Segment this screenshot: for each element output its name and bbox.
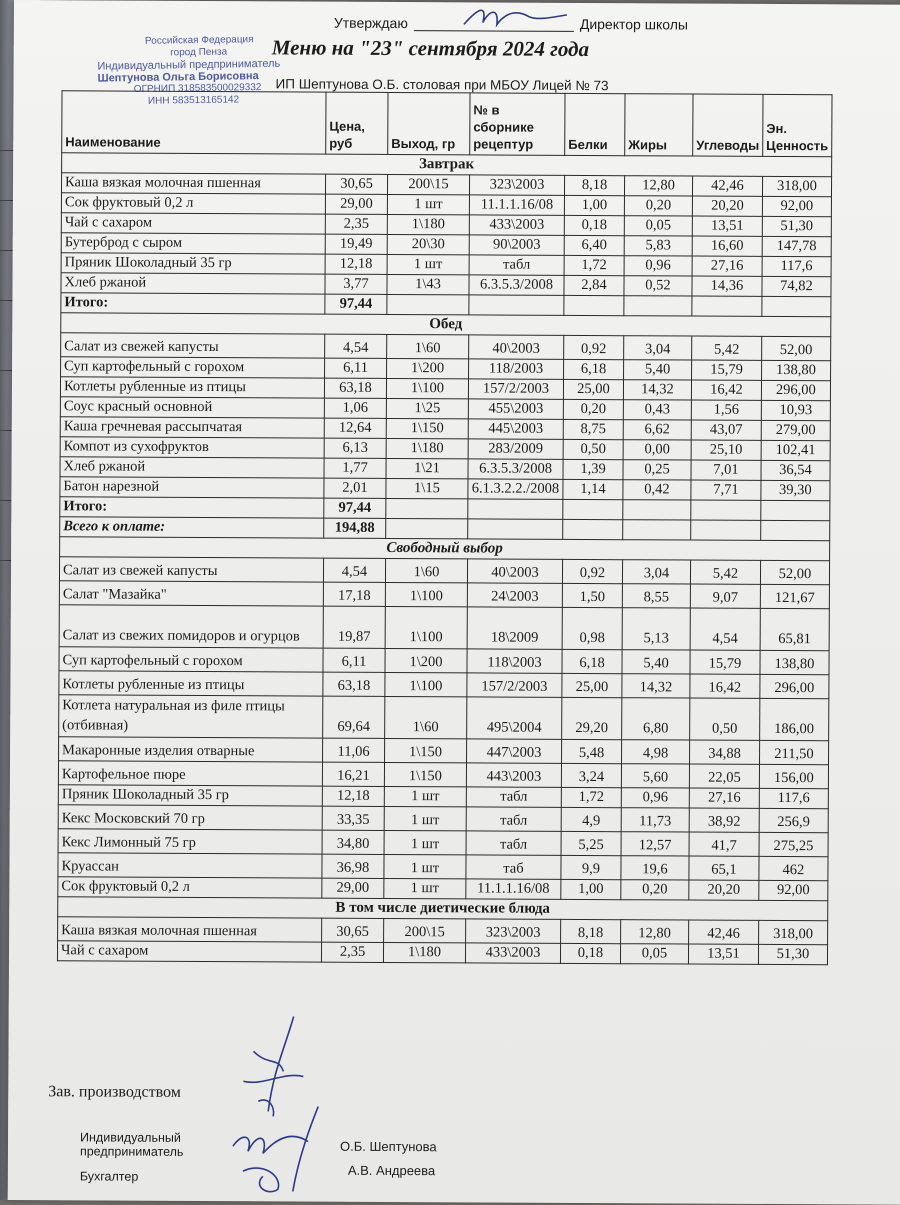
cell-yield: 1\200	[385, 648, 467, 672]
empty-cell	[564, 295, 624, 315]
cell-carbs: 34,88	[690, 740, 760, 764]
column-header-energy: Эн. Ценность	[763, 94, 832, 156]
cell-yield: 20\30	[387, 234, 469, 254]
cell-name: Компот из сухофруктов	[60, 437, 324, 458]
cell-recipe: 433\2003	[465, 943, 560, 963]
cell-fat: 0,52	[624, 276, 692, 296]
cell-energy: 275,25	[759, 832, 828, 856]
cell-carbs: 20,20	[692, 196, 762, 216]
cell-price: 12,64	[324, 418, 386, 438]
cell-carbs: 4,54	[690, 608, 760, 650]
cell-fat: 5,40	[624, 360, 692, 380]
cell-energy: 318,00	[762, 176, 831, 196]
cell-price: 11,06	[323, 738, 385, 762]
column-header-fat: Жиры	[625, 94, 693, 156]
cell-carbs: 42,46	[689, 920, 759, 944]
cell-name: Хлеб ржаной	[61, 273, 325, 294]
cell-protein: 2,84	[564, 275, 624, 295]
accountant-name: А.В. Андреева	[347, 1162, 436, 1179]
table-row	[57, 941, 827, 965]
cell-protein: 6,40	[564, 235, 624, 255]
cell-fat: 0,43	[623, 400, 691, 420]
cell-name: Кекс Лимонный 75 гр	[58, 829, 322, 854]
cell-fat: 0,25	[623, 460, 691, 480]
total-label: Итого:	[60, 497, 324, 518]
cell-yield: 1 шт	[387, 194, 469, 214]
cell-price: 33,35	[322, 806, 384, 830]
cell-fat: 0,05	[624, 216, 692, 236]
empty-cell	[469, 295, 564, 315]
cell-price: 19,87	[323, 606, 385, 648]
cell-yield: 1\180	[383, 942, 465, 962]
cell-fat: 5,13	[622, 608, 690, 650]
cell-name: Сок фруктовый 0,2 л	[58, 877, 322, 898]
cell-name: Макаронные изделия отварные	[59, 737, 323, 762]
cell-carbs: 43,07	[691, 420, 761, 440]
cell-energy: 52,00	[760, 560, 829, 584]
cell-protein: 8,75	[563, 419, 623, 439]
cell-name: Бутерброд с сыром	[61, 233, 325, 254]
cell-name: Каша гречневая рассыпчатая	[60, 417, 324, 438]
cell-yield: 1\60	[387, 334, 469, 358]
cell-yield: 1\43	[387, 274, 469, 294]
cell-recipe: 40\2003	[467, 559, 562, 583]
cell-price: 16,21	[322, 762, 384, 786]
cell-protein: 6,18	[562, 649, 622, 673]
stamp-line-name: Шептунова Ольга Борисовна	[97, 70, 259, 85]
cell-name: Пряник Шоколадный 35 гр	[58, 785, 322, 806]
cell-carbs: 5,42	[692, 336, 762, 360]
cell-price: 3,77	[325, 274, 387, 294]
cell-name: Котлеты рубленные из птицы	[59, 671, 323, 696]
cell-yield: 1\100	[385, 606, 467, 648]
cell-fat: 8,55	[622, 584, 690, 608]
column-header-name: Наименование	[62, 91, 326, 154]
cell-price: 2,35	[325, 214, 387, 234]
cell-energy: 39,30	[761, 480, 830, 500]
cell-fat: 11,73	[621, 808, 689, 832]
cell-protein: 8,18	[561, 919, 621, 943]
cell-yield: 1\15	[386, 478, 468, 498]
cell-carbs: 41,7	[689, 832, 759, 856]
section-title: Свободный выбор	[60, 537, 830, 561]
cell-energy: 51,30	[758, 944, 827, 964]
production-head-label: Зав. производством	[48, 1083, 181, 1101]
cell-energy: 186,00	[760, 698, 829, 740]
cell-price: 6,11	[323, 648, 385, 672]
total-label: Итого:	[61, 293, 325, 314]
cell-protein: 1,72	[561, 787, 621, 807]
cell-price: 2,01	[324, 478, 386, 498]
cell-yield: 200\15	[387, 174, 469, 194]
cell-name: Суп картофельный с горохом	[61, 357, 325, 378]
cell-yield: 1 шт	[384, 854, 466, 878]
cell-recipe: табл	[466, 831, 561, 855]
column-header-yield: Выход, гр	[388, 92, 470, 154]
cell-energy: 138,80	[760, 650, 829, 674]
cell-recipe: 6.1.3.2.2./2008	[468, 479, 563, 499]
cell-name: Суп картофельный с горохом	[59, 647, 323, 672]
cell-price: 12,18	[325, 254, 387, 274]
cell-protein: 0,50	[563, 439, 623, 459]
cell-fat: 4,98	[622, 740, 690, 764]
cell-yield: 1\25	[386, 398, 468, 418]
cell-protein: 9,9	[561, 855, 621, 879]
cell-yield: 1\180	[386, 438, 468, 458]
cell-protein: 0,18	[560, 943, 620, 963]
cell-protein: 4,9	[561, 807, 621, 831]
cell-carbs: 16,42	[691, 380, 761, 400]
cell-protein: 3,24	[561, 763, 621, 787]
cell-price: 63,18	[324, 378, 386, 398]
empty-cell	[623, 520, 691, 540]
empty-cell	[563, 519, 623, 539]
cell-carbs: 7,71	[691, 480, 761, 500]
cell-recipe: 323\2003	[469, 175, 564, 195]
cell-price: 2,35	[321, 942, 383, 962]
stamp-line-inn: ИНН 583513165142	[147, 94, 240, 107]
menu-table	[57, 90, 832, 965]
cell-protein: 29,20	[562, 697, 622, 739]
cell-protein: 1,14	[563, 479, 623, 499]
cell-protein: 8,18	[564, 175, 624, 195]
cell-protein: 25,00	[562, 673, 622, 697]
cell-fat: 0,20	[624, 196, 692, 216]
cell-energy: 211,50	[759, 740, 828, 764]
cell-price: 29,00	[325, 194, 387, 214]
section-title: Завтрак	[62, 153, 832, 177]
cell-recipe: 90\2003	[469, 235, 564, 255]
cell-recipe: табл	[466, 787, 561, 807]
cell-yield: 1\60	[385, 696, 467, 738]
cell-fat: 0,42	[623, 480, 691, 500]
cell-carbs: 15,79	[690, 650, 760, 674]
cell-yield: 1\100	[385, 582, 467, 606]
entrepreneur-signature-icon	[223, 1101, 343, 1197]
cell-carbs: 0,50	[690, 698, 760, 740]
cell-yield: 1\100	[386, 378, 468, 398]
cell-fat: 0,96	[621, 788, 689, 808]
empty-cell	[386, 518, 468, 538]
cell-carbs: 22,05	[689, 764, 759, 788]
cell-name: Кекс Московский 70 гр	[58, 805, 322, 830]
menu-sheet	[8, 0, 900, 1205]
empty-cell	[563, 499, 623, 519]
cell-fat: 5,60	[621, 764, 689, 788]
cell-price: 36,98	[322, 854, 384, 878]
cell-price: 6,13	[324, 438, 386, 458]
cell-price: 69,64	[323, 696, 385, 738]
cell-recipe: 433\2003	[469, 215, 564, 235]
cell-price: 63,18	[323, 672, 385, 696]
cell-energy: 138,80	[761, 360, 830, 380]
cell-yield: 200\15	[384, 918, 466, 942]
cell-carbs: 5,42	[690, 560, 760, 584]
entrepreneur-label	[80, 1130, 184, 1159]
cell-price: 6,11	[325, 358, 387, 378]
cell-yield: 1\200	[387, 358, 469, 378]
empty-cell	[386, 498, 468, 518]
cell-protein: 1,39	[563, 459, 623, 479]
entrepreneur-label-line2: предприниматель	[79, 1144, 184, 1159]
cell-carbs: 16,42	[690, 674, 760, 698]
cell-yield: 1\21	[386, 458, 468, 478]
cell-energy: 92,00	[759, 880, 828, 900]
cell-name: Котлеты рубленные из птицы	[60, 377, 324, 398]
cell-carbs: 14,36	[692, 276, 762, 296]
cell-fat: 5,40	[622, 650, 690, 674]
empty-cell	[691, 500, 761, 520]
table-row	[59, 695, 829, 741]
cell-price: 1,77	[324, 458, 386, 478]
cell-price: 30,65	[322, 918, 384, 942]
cell-fat: 12,80	[621, 920, 689, 944]
cell-fat: 0,00	[623, 440, 691, 460]
cell-recipe: 40\2003	[469, 335, 564, 359]
cell-carbs: 13,51	[688, 944, 758, 964]
cell-energy: 117,6	[762, 256, 831, 276]
cell-energy: 10,93	[761, 400, 830, 420]
cell-name: Салат из свежей капусты	[61, 333, 325, 358]
cell-name: Чай с сахаром	[61, 213, 325, 234]
cell-protein: 0,92	[564, 335, 624, 359]
cell-energy: 92,00	[762, 196, 831, 216]
cell-energy: 117,6	[759, 788, 828, 808]
cell-fat: 12,57	[621, 832, 689, 856]
cell-recipe: 11.1.1.16/08	[469, 195, 564, 215]
total-value: 97,44	[324, 498, 386, 518]
cell-protein: 6,18	[564, 359, 624, 379]
empty-cell	[623, 500, 691, 520]
cell-recipe: 157/2/2003	[468, 379, 563, 399]
menu-title: Меню на "23" сентября 2024 года	[271, 35, 590, 62]
cell-protein: 0,20	[563, 399, 623, 419]
empty-cell	[468, 499, 563, 519]
cell-yield: 1\150	[385, 738, 467, 762]
total-value: 97,44	[325, 294, 387, 314]
empty-cell	[692, 296, 762, 316]
empty-cell	[691, 520, 761, 540]
empty-cell	[762, 296, 831, 316]
cell-energy: 156,00	[759, 764, 828, 788]
cell-yield: 1\150	[384, 762, 466, 786]
stamp-line-country: Российская Федерация	[144, 34, 254, 47]
cell-recipe: 118\2003	[467, 649, 562, 673]
cell-fat: 14,32	[623, 380, 691, 400]
cell-protein: 0,18	[564, 215, 624, 235]
cell-carbs: 38,92	[689, 808, 759, 832]
cell-name: Батон нарезной	[60, 477, 324, 498]
cell-protein: 1,50	[562, 583, 622, 607]
cell-yield: 1 шт	[384, 786, 466, 806]
approve-role: Директор школы	[579, 15, 689, 33]
cell-protein: 1,72	[564, 255, 624, 275]
cell-recipe: 283/2009	[468, 439, 563, 459]
cell-recipe: 118/2003	[469, 359, 564, 379]
cell-recipe: 6.3.5.3/2008	[469, 275, 564, 295]
cell-fat: 19,6	[621, 856, 689, 880]
cell-name: Сок фруктовый 0,2 л	[61, 193, 325, 214]
director-signature-icon	[459, 2, 569, 33]
cell-carbs: 25,10	[691, 440, 761, 460]
cell-yield: 1\100	[385, 672, 467, 696]
cell-yield: 1\180	[387, 214, 469, 234]
cell-fat: 12,80	[624, 176, 692, 196]
cell-recipe: 11.1.1.16/08	[466, 879, 561, 899]
total-label: Всего к оплате:	[60, 517, 324, 538]
cell-recipe: табл	[466, 807, 561, 831]
cell-energy: 36,54	[761, 460, 830, 480]
cell-carbs: 16,60	[692, 236, 762, 256]
cell-carbs: 15,79	[692, 360, 762, 380]
cell-name: Круассан	[58, 853, 322, 878]
cell-price: 1,06	[324, 398, 386, 418]
cell-energy: 318,00	[759, 920, 828, 944]
cell-fat: 0,05	[620, 944, 688, 964]
cell-recipe: 18\2009	[467, 607, 562, 649]
cell-fat: 5,83	[624, 236, 692, 256]
entrepreneur-name: О.Б. Шептунова	[339, 1138, 437, 1155]
empty-cell	[387, 294, 469, 314]
cell-carbs: 27,16	[689, 788, 759, 808]
cell-protein: 1,00	[561, 879, 621, 899]
cell-name: Чай с сахаром	[57, 941, 321, 962]
cell-carbs: 1,56	[691, 400, 761, 420]
cell-recipe: 447\2003	[467, 739, 562, 763]
cell-recipe: 323\2003	[466, 919, 561, 943]
cell-carbs: 65,1	[689, 856, 759, 880]
cell-energy: 65,81	[760, 608, 829, 650]
cell-energy: 52,00	[762, 336, 831, 360]
cell-name: Салат "Мазайка"	[59, 581, 323, 606]
cell-energy: 256,9	[759, 808, 828, 832]
cell-name: Хлеб ржаной	[60, 457, 324, 478]
cell-protein: 5,25	[561, 831, 621, 855]
cell-name: Котлета натуральная из филе птицы (отбивная)	[59, 695, 323, 738]
cell-recipe: 157/2/2003	[467, 673, 562, 697]
column-header-protein: Белки	[565, 93, 625, 155]
cell-recipe: 24\2003	[467, 583, 562, 607]
column-header-recipe: № в сборнике рецептур	[470, 93, 565, 155]
cell-recipe: 445\2003	[468, 419, 563, 439]
cell-carbs: 7,01	[691, 460, 761, 480]
cell-protein: 5,48	[562, 739, 622, 763]
cell-yield: 1 шт	[384, 830, 466, 854]
cell-recipe: табл	[469, 255, 564, 275]
cell-fat: 6,62	[623, 420, 691, 440]
cell-yield: 1\150	[386, 418, 468, 438]
cell-recipe: 495\2004	[467, 697, 562, 739]
empty-cell	[624, 296, 692, 316]
cell-yield: 1 шт	[384, 806, 466, 830]
cell-yield: 1 шт	[384, 878, 466, 898]
empty-cell	[761, 520, 830, 540]
empty-cell	[761, 500, 830, 520]
table-row	[59, 605, 829, 651]
column-header-carbs: Углеводы	[693, 94, 763, 156]
cell-yield: 1 шт	[387, 254, 469, 274]
cell-protein: 0,92	[562, 559, 622, 583]
cell-price: 30,65	[325, 174, 387, 194]
cell-price: 19,49	[325, 234, 387, 254]
cell-yield: 1\60	[385, 558, 467, 582]
cell-price: 29,00	[322, 878, 384, 898]
total-value: 194,88	[324, 518, 386, 538]
cell-fat: 6,80	[622, 698, 690, 740]
cell-protein: 1,00	[564, 195, 624, 215]
stamp-line-type: Индивидуальный предприниматель	[97, 57, 281, 73]
cell-name: Каша вязкая молочная пшенная	[61, 173, 325, 194]
cell-fat: 14,32	[622, 674, 690, 698]
cell-carbs: 20,20	[689, 880, 759, 900]
cell-fat: 3,04	[622, 560, 690, 584]
approve-label: Утверждаю	[333, 14, 408, 32]
cell-energy: 102,41	[761, 440, 830, 460]
column-header-price: Цена, руб	[326, 92, 388, 154]
section-title: Обед	[61, 313, 831, 337]
cell-protein: 0,98	[562, 607, 622, 649]
cell-name: Салат из свежей капусты	[59, 557, 323, 582]
cell-energy: 121,67	[760, 584, 829, 608]
empty-cell	[468, 519, 563, 539]
cell-recipe: 6.3.5.3/2008	[468, 459, 563, 479]
cell-energy: 296,00	[760, 674, 829, 698]
cell-fat: 3,04	[624, 336, 692, 360]
cell-recipe: таб	[466, 855, 561, 879]
cell-energy: 147,78	[762, 236, 831, 256]
cell-name: Салат из свежих помидоров и огурцов	[59, 605, 323, 648]
cell-carbs: 27,16	[692, 256, 762, 276]
cell-protein: 25,00	[563, 379, 623, 399]
cell-recipe: 443\2003	[466, 763, 561, 787]
stamp-line-ogrnip: ОГРНИП 318583500029332	[133, 82, 262, 96]
cell-name: Картофельное пюре	[58, 761, 322, 786]
cell-name: Каша вязкая молочная пшенная	[58, 917, 322, 942]
cell-energy: 296,00	[761, 380, 830, 400]
cell-carbs: 9,07	[690, 584, 760, 608]
cell-name: Пряник Шоколадный 35 гр	[61, 253, 325, 274]
cell-carbs: 13,51	[692, 216, 762, 236]
cell-carbs: 42,46	[692, 176, 762, 196]
cell-energy: 462	[759, 856, 828, 880]
accountant-label: Бухгалтер	[79, 1169, 139, 1184]
cell-price: 12,18	[322, 786, 384, 806]
cell-energy: 51,30	[762, 216, 831, 236]
cell-price: 4,54	[325, 334, 387, 358]
cell-fat: 0,96	[624, 256, 692, 276]
stamp-line-city: город Пенза	[170, 46, 228, 59]
cell-energy: 74,82	[762, 276, 831, 296]
entrepreneur-label-line1: Индивидуальный	[80, 1130, 181, 1145]
cell-fat: 0,20	[621, 880, 689, 900]
table-header-row	[62, 91, 832, 157]
cell-price: 4,54	[323, 558, 385, 582]
section-title: В том числе диетические блюда	[58, 897, 828, 921]
cell-recipe: 455\2003	[468, 399, 563, 419]
cell-name: Соус красный основной	[60, 397, 324, 418]
cell-price: 34,80	[322, 830, 384, 854]
cell-energy: 279,00	[761, 420, 830, 440]
cell-price: 17,18	[323, 582, 385, 606]
menu-subtitle: ИП Шептунова О.Б. столовая при МБОУ Лицей № 73	[275, 76, 609, 94]
